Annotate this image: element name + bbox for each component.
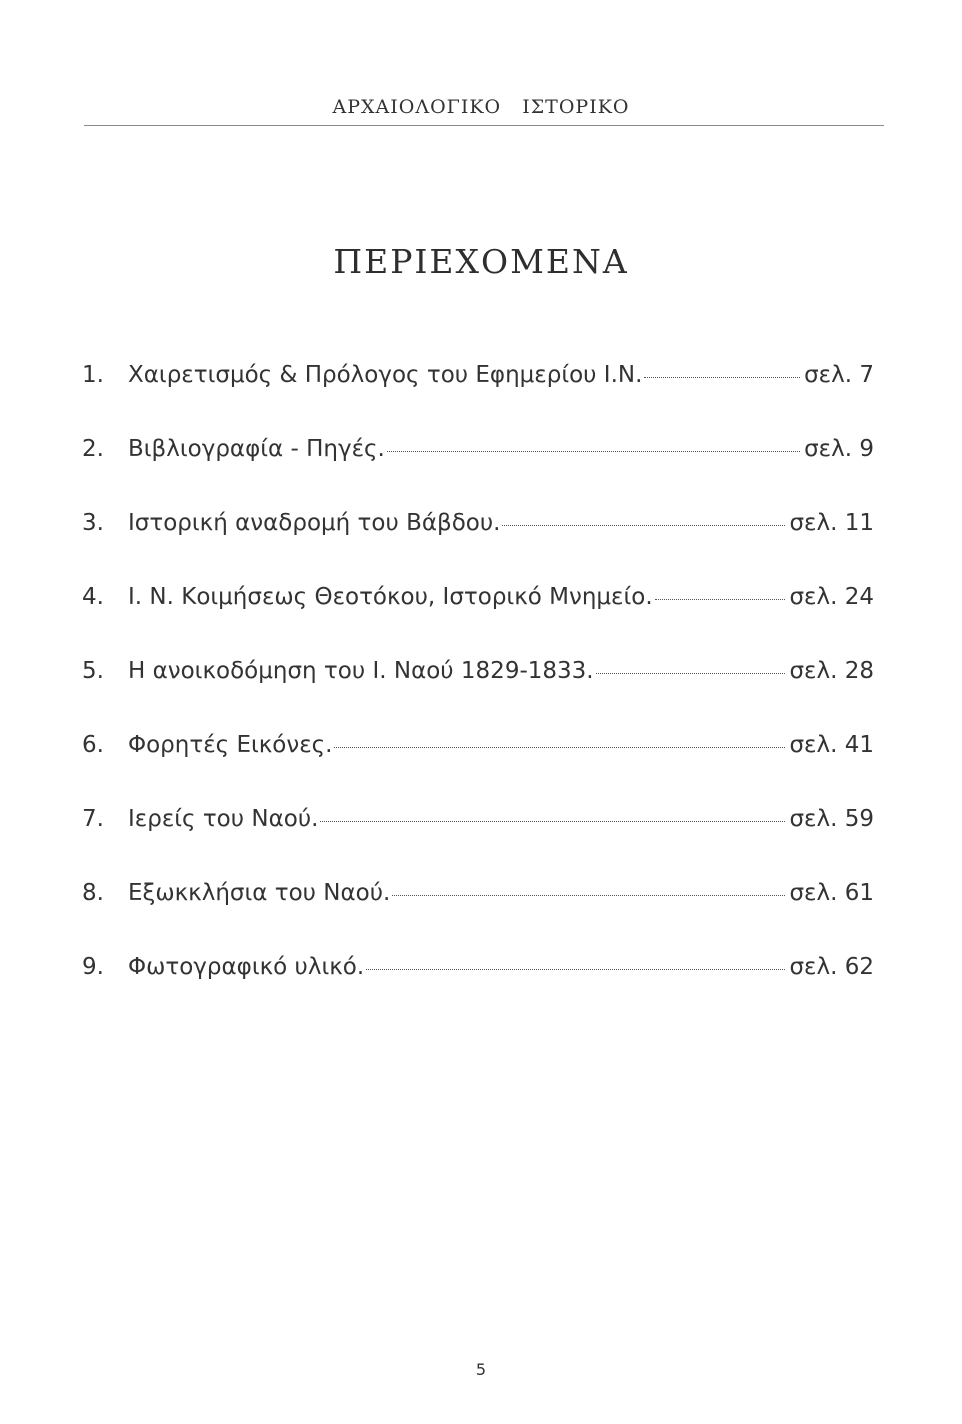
- toc-entry-number: 2.: [82, 436, 104, 462]
- toc-entry-page: σελ. 7: [804, 362, 874, 388]
- toc-entry-number: 3.: [82, 510, 104, 536]
- toc-entry[interactable]: [82, 362, 874, 436]
- page-title: ΠΕΡΙΕΧΟΜΕΝΑ: [333, 242, 629, 281]
- toc-entry-title: Ιερείς του Ναού.: [128, 806, 319, 832]
- toc-entry-page: σελ. 41: [789, 732, 874, 758]
- toc-entry-number: 6.: [82, 732, 104, 758]
- toc-entry-title: Φορητές Εικόνες.: [128, 732, 333, 758]
- dot-leader: [596, 673, 786, 674]
- toc-entry[interactable]: [82, 880, 874, 954]
- toc-entry-page: σελ. 9: [804, 436, 874, 462]
- dot-leader: [655, 599, 786, 600]
- toc-entry-title: Φωτογραφικό υλικό.: [128, 954, 365, 980]
- toc-entry[interactable]: [82, 436, 874, 510]
- toc-entry[interactable]: [82, 584, 874, 658]
- toc-entry[interactable]: [82, 510, 874, 584]
- toc-entry-page: σελ. 11: [789, 510, 874, 536]
- toc-entry-title: Εξωκκλήσια του Ναού.: [128, 880, 391, 906]
- toc-entry[interactable]: [82, 732, 874, 806]
- dot-leader: [392, 895, 785, 896]
- dot-leader: [387, 451, 800, 452]
- table-of-contents: [82, 362, 874, 1028]
- toc-entry-page: σελ. 28: [789, 658, 874, 684]
- toc-entry-number: 4.: [82, 584, 104, 610]
- toc-entry-page: σελ. 62: [789, 954, 874, 980]
- toc-entry-title: Η ανοικοδόμηση του Ι. Ναού 1829-1833.: [128, 658, 594, 684]
- page-number: 5: [475, 1360, 487, 1379]
- toc-entry-number: 8.: [82, 880, 104, 906]
- running-header: ΑΡΧΑΙΟΛΟΓΙΚΟ ΙΣΤΟΡΙΚΟ: [332, 96, 630, 118]
- toc-entry-title: Βιβλιογραφία - Πηγές.: [128, 436, 385, 462]
- toc-entry-title: Ιστορική αναδρομή του Βάβδου.: [128, 510, 501, 536]
- dot-leader: [502, 525, 785, 526]
- dot-leader: [644, 377, 800, 378]
- toc-entry-page: σελ. 61: [789, 880, 874, 906]
- header-rule: [84, 125, 884, 126]
- toc-entry-title: Χαιρετισμός & Πρόλογος του Εφημερίου Ι.Ν.: [128, 362, 643, 388]
- toc-entry-number: 5.: [82, 658, 104, 684]
- toc-entry[interactable]: [82, 658, 874, 732]
- toc-entry-number: 1.: [82, 362, 104, 388]
- dot-leader: [320, 821, 785, 822]
- toc-entry[interactable]: [82, 954, 874, 1028]
- toc-entry-number: 7.: [82, 806, 104, 832]
- toc-entry[interactable]: [82, 806, 874, 880]
- dot-leader: [366, 969, 785, 970]
- toc-entry-page: σελ. 24: [789, 584, 874, 610]
- toc-entry-page: σελ. 59: [789, 806, 874, 832]
- toc-entry-title: Ι. Ν. Κοιμήσεως Θεοτόκου, Ιστορικό Μνημείο.: [128, 584, 653, 610]
- toc-entry-number: 9.: [82, 954, 104, 980]
- dot-leader: [334, 747, 785, 748]
